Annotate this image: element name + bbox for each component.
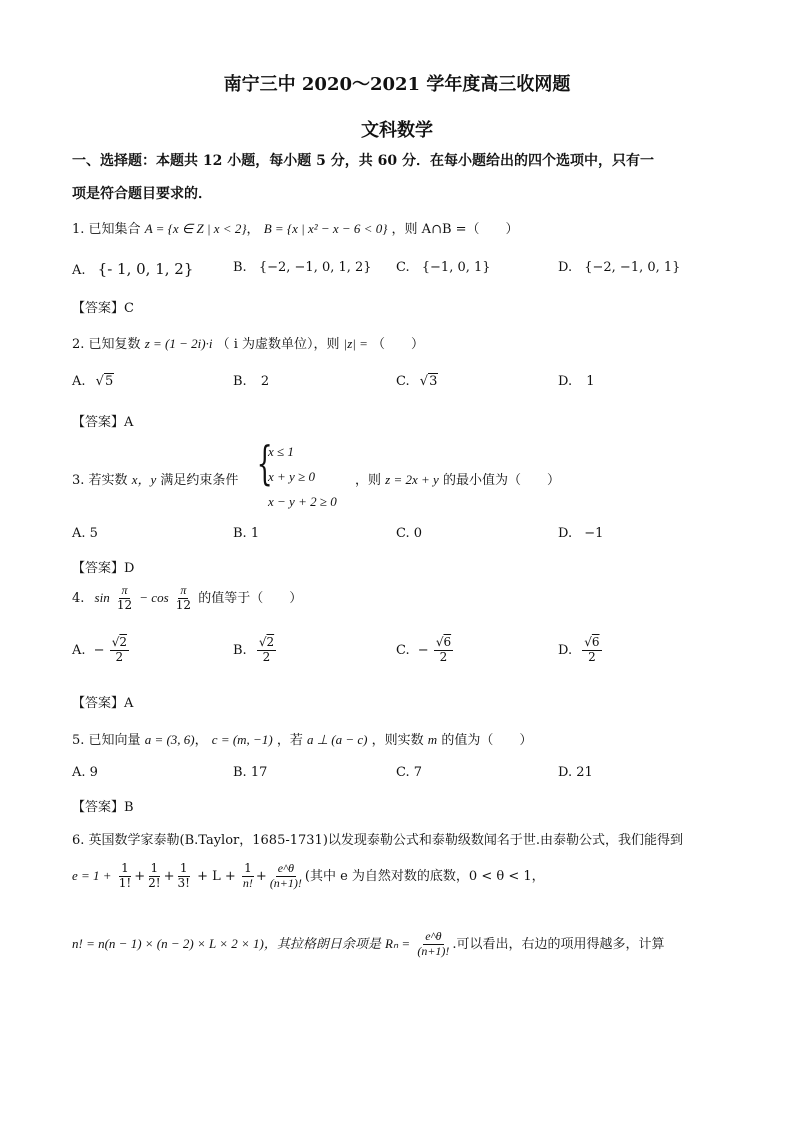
- q3-option-a: A. 5: [72, 526, 98, 541]
- q2-answer: [72, 411, 133, 430]
- q1-text-b: ，则 A∩B =（ ）: [391, 222, 519, 237]
- q5-text-d: 的值为（ ）: [441, 733, 533, 748]
- q2-option-a-label: A.: [72, 374, 86, 389]
- q2-abs: |z| =: [343, 336, 368, 351]
- q4-frac-2-num: π: [180, 583, 187, 597]
- q6-term-n-den: n!: [242, 875, 253, 890]
- q4-frac-2: [174, 584, 193, 613]
- question-3-lead: [72, 469, 238, 488]
- q5-m: m: [427, 732, 438, 747]
- q2-option-d-value: 1: [586, 374, 595, 389]
- q3-constraint-1: x ≤ 1: [268, 444, 294, 459]
- q6-term-2-num: 1: [150, 861, 159, 875]
- q4-option-d-label: D.: [558, 642, 573, 658]
- answer-tag: 【答案】: [72, 696, 125, 711]
- q1-sep: ，: [246, 222, 260, 237]
- q6-remainder: [268, 862, 304, 891]
- q4-option-a-den: 2: [115, 649, 124, 664]
- q6-rn-num: e^θ: [425, 929, 442, 943]
- q2-option-b-label: B.: [233, 374, 247, 389]
- q3-option-d-label: D.: [558, 526, 573, 541]
- q6-term-1: [117, 862, 133, 891]
- q3-answer: [72, 557, 134, 576]
- q3-constraint-2: x + y ≥ 0: [268, 469, 315, 484]
- q1-option-b-label: B.: [233, 260, 247, 275]
- q2-number: 2.: [72, 337, 85, 352]
- question-6-line2: e = 1 + $\frac{1}{1!}$ + $\frac{1}{2!}$ + $\frac{1}{3!}$ + L + $\frac{1}{n!}$ + $\frac{e\^{}\theta}{(n+1)!}$ (其中 e 为自然对数的底数，0 < θ < 1，: [72, 861, 545, 890]
- q4-option-b-label: B.: [233, 642, 247, 658]
- q6-e-eq: e = 1 +: [72, 867, 112, 883]
- question-5: [72, 729, 532, 748]
- q6-rn: Rₙ =: [385, 935, 411, 951]
- q1-option-a-label: A.: [72, 263, 86, 278]
- q2-option-b-value: 2: [260, 374, 270, 389]
- q6-term-3: [175, 862, 191, 891]
- answer-tag: 【答案】: [72, 561, 125, 576]
- q6-term-n-num: 1: [244, 861, 252, 875]
- q6-rn-den: (n+1)!: [417, 943, 450, 958]
- q4-answer: [72, 692, 133, 711]
- answer-tag: 【答案】: [72, 301, 125, 316]
- q4-option-c-radicand: 6: [443, 635, 452, 649]
- q2-text-c: （ ）: [372, 337, 425, 352]
- q4-option-c: [396, 636, 454, 665]
- q4-option-d: [558, 636, 603, 665]
- q4-sin: sin: [94, 589, 110, 605]
- section-heading-line1: 一、选择题：本题共 12 小题，每小题 5 分，共 60 分．在每小题给出的四个选项中，只有一: [72, 153, 654, 169]
- q1-option-d-value: {−2, −1, 0, 1}: [584, 260, 681, 275]
- q4-option-d-frac: [582, 636, 601, 665]
- q4-option-d-den: 2: [588, 649, 596, 664]
- q3-text-b: 满足约束条件: [160, 473, 239, 488]
- q4-frac-2-den: 12: [175, 597, 192, 612]
- q2-option-a-sqrt: √5: [95, 374, 114, 389]
- q4-frac-1-num: π: [121, 583, 128, 597]
- q3-constraint-system: [268, 439, 337, 514]
- q4-option-d-num: √6: [584, 635, 600, 649]
- q5-option-c: C. 7: [396, 765, 423, 780]
- q6-rn-frac: [415, 930, 451, 959]
- q4-option-c-num: √6: [435, 635, 452, 649]
- q3-number: 3.: [72, 473, 85, 488]
- q5-option-b: B. 17: [233, 765, 268, 780]
- q4-answer-value: A: [124, 696, 134, 711]
- page-title: 南宁三中 2020～2021 学年度高三收网题: [223, 74, 571, 95]
- q2-answer-value: A: [124, 415, 134, 430]
- answer-tag: 【答案】: [72, 800, 125, 815]
- q6-line3-tail: .可以看出，右边的项用得越多，计算: [452, 936, 665, 952]
- q3-text-a: 若实数: [88, 473, 128, 488]
- q6-term-3-den: 3!: [177, 875, 190, 890]
- q1-option-c: [396, 260, 491, 275]
- q3-option-d-value: −1: [584, 526, 604, 541]
- q3-expr: z = 2x + y: [385, 472, 439, 487]
- q6-line3-text: n! = n(n − 1) × (n − 2) × L × 2 × 1)，其拉格朗日余项是: [72, 935, 381, 951]
- q1-option-a-value: {- 1, 0, 1, 2}: [97, 260, 194, 278]
- q4-text: 的值等于（ ）: [198, 590, 303, 606]
- answer-tag: 【答案】: [72, 415, 125, 430]
- q1-answer: [72, 297, 134, 316]
- q1-option-b: [233, 260, 372, 275]
- question-3-tail: [355, 469, 560, 488]
- q5-number: 5.: [72, 733, 85, 748]
- q6-term-2-den: 2!: [148, 875, 161, 890]
- q2-option-a-radicand: 5: [104, 374, 114, 389]
- q4-option-a: [72, 636, 130, 665]
- q1-option-c-value: {−1, 0, 1}: [421, 260, 491, 275]
- q1-set-b: B = {x | x² − x − 6 < 0}: [263, 221, 388, 236]
- q6-remainder-num: e^θ: [277, 861, 294, 875]
- q2-option-b: [233, 374, 269, 389]
- q2-text-a: 已知复数: [88, 337, 141, 352]
- q4-option-a-radicand: 2: [119, 635, 128, 649]
- q5-vector-a: a = (3, 6): [144, 732, 195, 747]
- q1-set-a: A = {x ∈ Z | x < 2}: [144, 221, 247, 236]
- q1-option-d: [558, 260, 680, 275]
- question-6-line1: [72, 829, 683, 848]
- q5-text-b: ，若: [276, 733, 303, 748]
- q4-frac-1: [115, 584, 134, 613]
- q4-number: 4.: [72, 590, 85, 606]
- q4-option-a-frac: [110, 636, 129, 665]
- q4-option-c-sign: −: [417, 642, 429, 658]
- question-1: [72, 218, 519, 237]
- q1-number: 1.: [72, 222, 85, 237]
- q4-option-a-label: A.: [72, 642, 86, 658]
- q2-option-c: [396, 374, 438, 389]
- q5-option-d: D. 21: [558, 765, 593, 780]
- section-heading-line2: 项是符合题目要求的．: [72, 186, 212, 202]
- q5-sep: ，: [194, 733, 208, 748]
- q4-option-c-den: 2: [439, 649, 448, 664]
- q5-text-c: ，则实数: [371, 733, 424, 748]
- question-4: [72, 584, 302, 613]
- q2-expr: z = (1 − 2i)·i: [144, 336, 213, 351]
- q2-option-d: [558, 374, 595, 389]
- q5-answer-value: B: [124, 800, 134, 815]
- q2-option-c-radicand: 3: [429, 374, 438, 389]
- q4-option-b: [233, 636, 277, 665]
- q3-text-d: 的最小值为（ ）: [442, 473, 560, 488]
- q4-option-a-sign: −: [93, 642, 105, 658]
- q3-brace: {: [256, 436, 273, 490]
- q4-option-b-radicand: 2: [266, 635, 275, 649]
- q5-vector-c: c = (m, −1): [211, 732, 273, 747]
- q4-frac-1-den: 12: [116, 597, 133, 612]
- q6-term-1-den: 1!: [118, 875, 132, 890]
- q4-option-b-frac: [257, 636, 276, 665]
- question-6-line3: [72, 930, 665, 959]
- q6-line1-text: 英国数学家泰勒(B.Taylor，1685-1731)以发现泰勒公式和泰勒级数闻名于世.由泰勒公式，我们能得到: [88, 833, 684, 848]
- q1-option-b-value: {−2, −1, 0, 1, 2}: [258, 260, 372, 275]
- q2-option-c-label: C.: [396, 374, 410, 389]
- q2-text-b: （ i 为虚数单位），则: [216, 337, 340, 352]
- q6-term-3-num: 1: [179, 861, 188, 875]
- q3-option-d: [558, 526, 603, 541]
- q5-answer: [72, 796, 134, 815]
- q1-option-d-label: D.: [558, 260, 573, 275]
- q4-minus-cos: − cos: [139, 589, 169, 605]
- q3-constraint-3: x − y + 2 ≥ 0: [268, 494, 337, 509]
- q6-term-n: [241, 862, 255, 891]
- q1-option-c-label: C.: [396, 260, 410, 275]
- q6-term-1-num: 1: [121, 861, 129, 875]
- q4-option-a-num: √2: [111, 635, 128, 649]
- q3-text-c: ，则: [355, 473, 382, 488]
- q3-option-c: C. 0: [396, 526, 423, 541]
- q4-option-b-num: √2: [258, 635, 275, 649]
- q5-text-a: 已知向量: [88, 733, 141, 748]
- q5-condition: a ⊥ (a − c): [306, 732, 368, 747]
- page-subtitle: 文科数学: [361, 120, 433, 141]
- q3-option-b: B. 1: [233, 526, 260, 541]
- q3-answer-value: D: [124, 561, 135, 576]
- q6-remainder-den: (n+1)!: [269, 875, 302, 890]
- question-2: [72, 333, 424, 352]
- q1-option-a: [72, 260, 193, 278]
- q6-ellipsis: + L +: [197, 868, 236, 884]
- q1-text-a: 已知集合: [88, 222, 141, 237]
- q4-option-c-frac: [434, 636, 453, 665]
- q6-line2-tail: (其中 e 为自然对数的底数，0 < θ < 1，: [304, 868, 545, 884]
- q4-option-b-den: 2: [262, 649, 271, 664]
- q5-option-a: A. 9: [72, 765, 98, 780]
- q6-term-2: [146, 862, 162, 891]
- q3-vars: x，y: [131, 472, 157, 487]
- q4-option-d-radicand: 6: [591, 635, 600, 649]
- q2-option-a: [72, 374, 114, 389]
- q4-option-c-label: C.: [396, 642, 410, 658]
- q2-option-d-label: D.: [558, 374, 573, 389]
- q2-option-c-sqrt: √3: [419, 374, 438, 389]
- q6-number: 6.: [72, 833, 85, 848]
- q1-answer-value: C: [124, 301, 134, 316]
